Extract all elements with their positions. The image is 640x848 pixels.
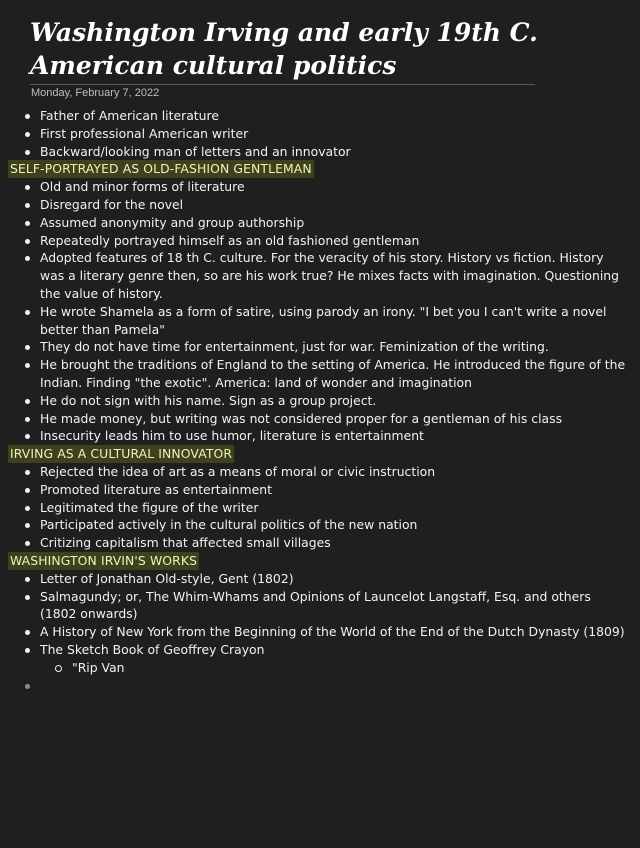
highlighted-heading-text: SELF-PORTRAYED AS OLD-FASHION GENTLEMAN xyxy=(10,161,312,177)
bullet-list-works xyxy=(0,570,640,695)
highlighted-heading-text: IRVING AS A CULTURAL INNOVATOR xyxy=(10,446,233,462)
bullet-list-innovator xyxy=(0,463,640,552)
list-item[interactable]: They do not have time for entertainment, just for war. Feminization of the writing. xyxy=(0,338,640,356)
list-item[interactable]: Letter of Jonathan Old-style, Gent (1802) xyxy=(0,570,640,588)
page-title[interactable]: Washington Irving and early 19th C. American cultural politics xyxy=(30,18,538,80)
sub-list-item[interactable]: "Rip Van xyxy=(0,659,640,677)
list-item[interactable]: Salmagundy; or, The Whim-Whams and Opinions of Launcelot Langstaff, Esq. and others (1802 onwards) xyxy=(0,588,640,624)
section-heading[interactable] xyxy=(0,160,640,178)
list-item[interactable]: Adopted features of 18 th C. culture. For the veracity of his story. History vs fiction. History was a literary genre then, so are his work true? He mixes facts with imagination. Questioning the value of history. xyxy=(0,249,640,302)
list-item[interactable]: He made money, but writing was not considered proper for a gentleman of his class xyxy=(0,410,640,428)
section-heading[interactable] xyxy=(0,552,640,570)
section-heading[interactable] xyxy=(0,445,640,463)
title-divider xyxy=(30,84,535,85)
empty-list-item[interactable] xyxy=(0,677,640,695)
list-item[interactable]: He wrote Shamela as a form of satire, using parody an irony. "I bet you I can't write a novel better than Pamela" xyxy=(0,303,640,339)
list-item[interactable]: Rejected the idea of art as a means of moral or civic instruction xyxy=(0,463,640,481)
list-item[interactable]: Backward/looking man of letters and an innovator xyxy=(0,143,640,161)
note-date: Monday, February 7, 2022 xyxy=(31,87,160,99)
list-item[interactable]: Promoted literature as entertainment xyxy=(0,481,640,499)
list-item[interactable]: The Sketch Book of Geoffrey Crayon xyxy=(0,641,640,659)
list-item[interactable]: He do not sign with his name. Sign as a group project. xyxy=(0,392,640,410)
list-item[interactable]: Legitimated the figure of the writer xyxy=(0,499,640,517)
list-item[interactable]: Critizing capitalism that affected small villages xyxy=(0,534,640,552)
list-item[interactable]: Participated actively in the cultural politics of the new nation xyxy=(0,516,640,534)
note-body[interactable] xyxy=(0,107,640,694)
list-item[interactable]: Assumed anonymity and group authorship xyxy=(0,214,640,232)
list-item[interactable]: He brought the traditions of England to the setting of America. He introduced the figure of the Indian. Finding "the exotic". America: land of wonder and imagination xyxy=(0,356,640,392)
list-item[interactable]: A History of New York from the Beginning of the World of the End of the Dutch Dynasty (1809) xyxy=(0,623,640,641)
list-item[interactable]: Disregard for the novel xyxy=(0,196,640,214)
list-item[interactable]: Old and minor forms of literature xyxy=(0,178,640,196)
list-item[interactable]: Insecurity leads him to use humor, literature is entertainment xyxy=(0,427,640,445)
list-item[interactable]: Repeatedly portrayed himself as an old fashioned gentleman xyxy=(0,232,640,250)
highlighted-heading-text: WASHINGTON IRVIN'S WORKS xyxy=(10,552,198,568)
bullet-list-intro xyxy=(0,107,640,160)
list-item[interactable]: First professional American writer xyxy=(0,125,640,143)
bullet-list-gentleman xyxy=(0,178,640,445)
list-item[interactable]: Father of American literature xyxy=(0,107,640,125)
